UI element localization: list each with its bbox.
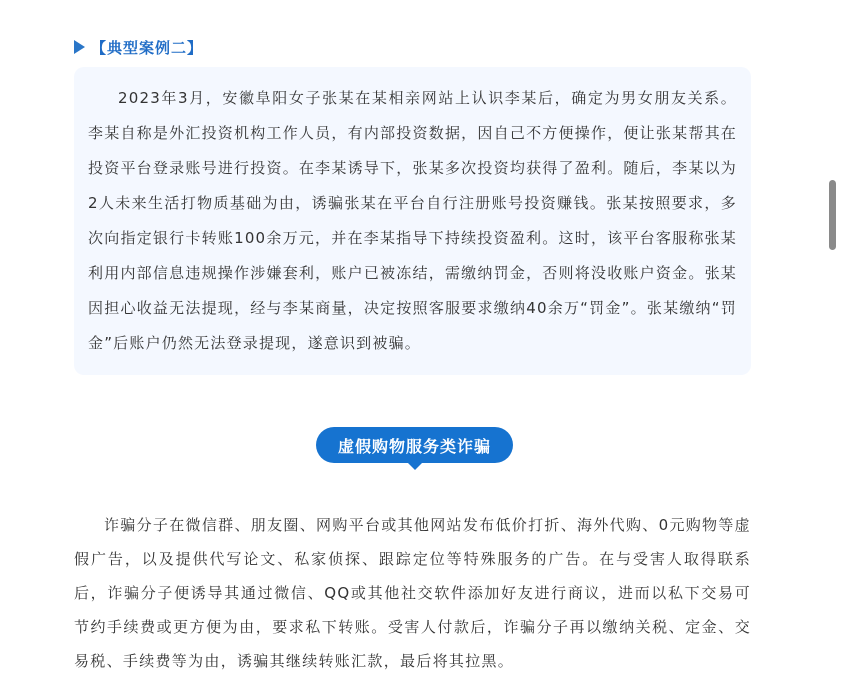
case-header (74, 36, 203, 58)
case-description-box (74, 67, 751, 375)
play-triangle-icon (74, 40, 85, 54)
section-body-text: 诈骗分子在微信群、朋友圈、网购平台或其他网站发布低价打折、海外代购、0元购物等虚假广告，以及提供代写论文、私家侦探、跟踪定位等特殊服务的广告。在与受害人取得联系后，诈骗分子便诱导其通过微信、QQ或其他社交软件添加好友进行商议，进而以私下交易可节约手续费或更方便为由，要求私下转账。受害人付款后，诈骗分子再以缴纳关税、定金、交易税、手续费等为由，诱骗其继续转账汇款，最后将其拉黑。 (74, 516, 751, 670)
case-description-text: 2023年3月，安徽阜阳女子张某在某相亲网站上认识李某后，确定为男女朋友关系。李某自称是外汇投资机构工作人员，有内部投资数据，因自己不方便操作，便让张某帮其在投资平台登录账号进行投资。在李某诱导下，张某多次投资均获得了盈利。随后，李某以为2人未来生活打物质基础为由，诱骗张某在平台自行注册账号投资赚钱。张某按照要求，多次向指定银行卡转账100余万元，并在李某指导下持续投资盈利。这时，该平台客服称张某利用内部信息违规操作涉嫌套利，账户已被冻结，需缴纳罚金，否则将没收账户资金。张某因担心收益无法提现，经与李某商量，决定按照客服要求缴纳40余万“罚金”。张某缴纳“罚金”后账户仍然无法登录提现，遂意识到被骗。 (88, 89, 737, 352)
section-heading-badge (316, 427, 513, 463)
case-title: 【典型案例二】 (91, 38, 204, 57)
scrollbar-thumb[interactable] (829, 180, 836, 250)
section-heading-label: 虚假购物服务类诈骗 (337, 436, 491, 456)
badge-pointer-icon (407, 462, 423, 470)
section-body (74, 508, 751, 678)
